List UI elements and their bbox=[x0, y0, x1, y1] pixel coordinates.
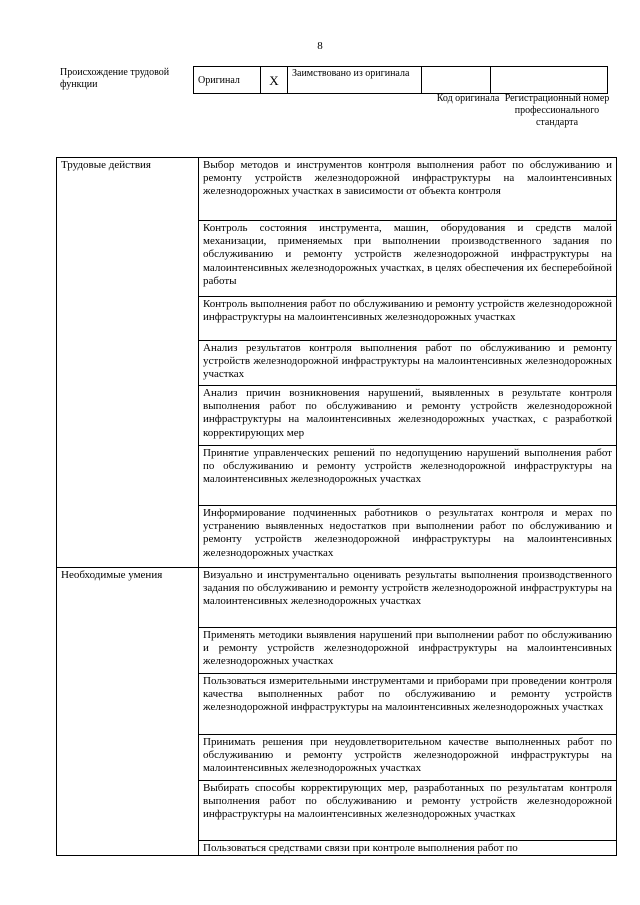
skill-item: Применять методики выявления нарушений при выполнении работ по обслуживанию и ремонту устройств железнодорожной инфраструктуры на малоинтенсивных железнодорожных участках bbox=[199, 628, 617, 674]
labor-action-item: Анализ причин возникновения нарушений, выявленных в результате контроля выполнения работ по обслуживанию и ремонту устройств железнодорожной инфраструктуры на малоинтенсивных железнодорожных участках, с разработкой корректирующих мер bbox=[199, 386, 617, 446]
labor-action-item: Выбор методов и инструментов контроля выполнения работ по обслуживанию и ремонту устройств железнодорожной инфраструктуры на малоинтенсивных железнодорожных участках в зависимости от объекта контроля bbox=[199, 158, 617, 221]
origin-label: Происхождение трудовой функции bbox=[60, 67, 170, 90]
original-label: Оригинал bbox=[194, 67, 261, 94]
skill-item: Выбирать способы корректирующих мер, разработанных по результатам контроля выполнения работ по обслуживанию и ремонту устройств железнодорожной инфраструктуры на малоинтенсивных железнодорожных участках bbox=[199, 781, 617, 841]
function-table bbox=[56, 157, 617, 856]
labor-actions-label: Трудовые действия bbox=[57, 158, 199, 568]
skill-item: Визуально и инструментально оценивать результаты выполнения производственного задания по обслуживанию и ремонту устройств железнодорожной инфраструктуры на малоинтенсивных железнодорожных участках bbox=[199, 568, 617, 628]
table-row bbox=[57, 158, 617, 221]
original-mark: X bbox=[261, 67, 288, 94]
code-cell bbox=[422, 67, 491, 94]
page-number: 8 bbox=[317, 40, 323, 52]
reg-number-cell bbox=[491, 67, 608, 94]
skill-item: Пользоваться средствами связи при контроле выполнения работ по bbox=[199, 841, 617, 856]
labor-action-item: Принятие управленческих решений по недопущению нарушений выполнения работ по обслуживанию и ремонту устройств железнодорожной инфраструктуры на малоинтенсивных железнодорожных участках bbox=[199, 446, 617, 506]
labor-action-item: Контроль выполнения работ по обслуживанию и ремонту устройств железнодорожной инфраструктуры на малоинтенсивных железнодорожных участках bbox=[199, 297, 617, 341]
code-label: Код оригинала bbox=[436, 93, 500, 104]
borrowed-label: Заимствовано из оригинала bbox=[288, 67, 422, 94]
table-row bbox=[57, 568, 617, 628]
labor-action-item: Контроль состояния инструмента, машин, оборудования и средств малой механизации, применяемых при выполнении производственного задания по обслуживанию и ремонту устройств железнодорожной инфраструктуры на малоинтенсивных железнодорожных участках, в целях обеспечения их бесперебойной работы bbox=[199, 221, 617, 297]
required-skills-label: Необходимые умения bbox=[57, 568, 199, 856]
skill-item: Пользоваться измерительными инструментами и приборами при проведении контроля качества выполненных работ по обслуживанию и ремонту устройств железнодорожной инфраструктуры на малоинтенсивных железнодорожных участках bbox=[199, 674, 617, 735]
labor-action-item: Информирование подчиненных работников о результатах контроля и мерах по устранению выявленных недостатков при выполнении работ по обслуживанию и ремонту устройств железнодорожной инфраструктуры на малоинтенсивных железнодорожных участках bbox=[199, 506, 617, 568]
skill-item: Принимать решения при неудовлетворительном качестве выполненных работ по обслуживанию и ремонту устройств железнодорожной инфраструктуры на малоинтенсивных железнодорожных участках bbox=[199, 735, 617, 781]
labor-action-item: Анализ результатов контроля выполнения работ по обслуживанию и ремонту устройств железнодорожной инфраструктуры на малоинтенсивных железнодорожных участках bbox=[199, 341, 617, 386]
origin-table bbox=[193, 66, 608, 94]
reg-number-label: Регистрационный номер профессионального стандарта bbox=[504, 93, 610, 128]
